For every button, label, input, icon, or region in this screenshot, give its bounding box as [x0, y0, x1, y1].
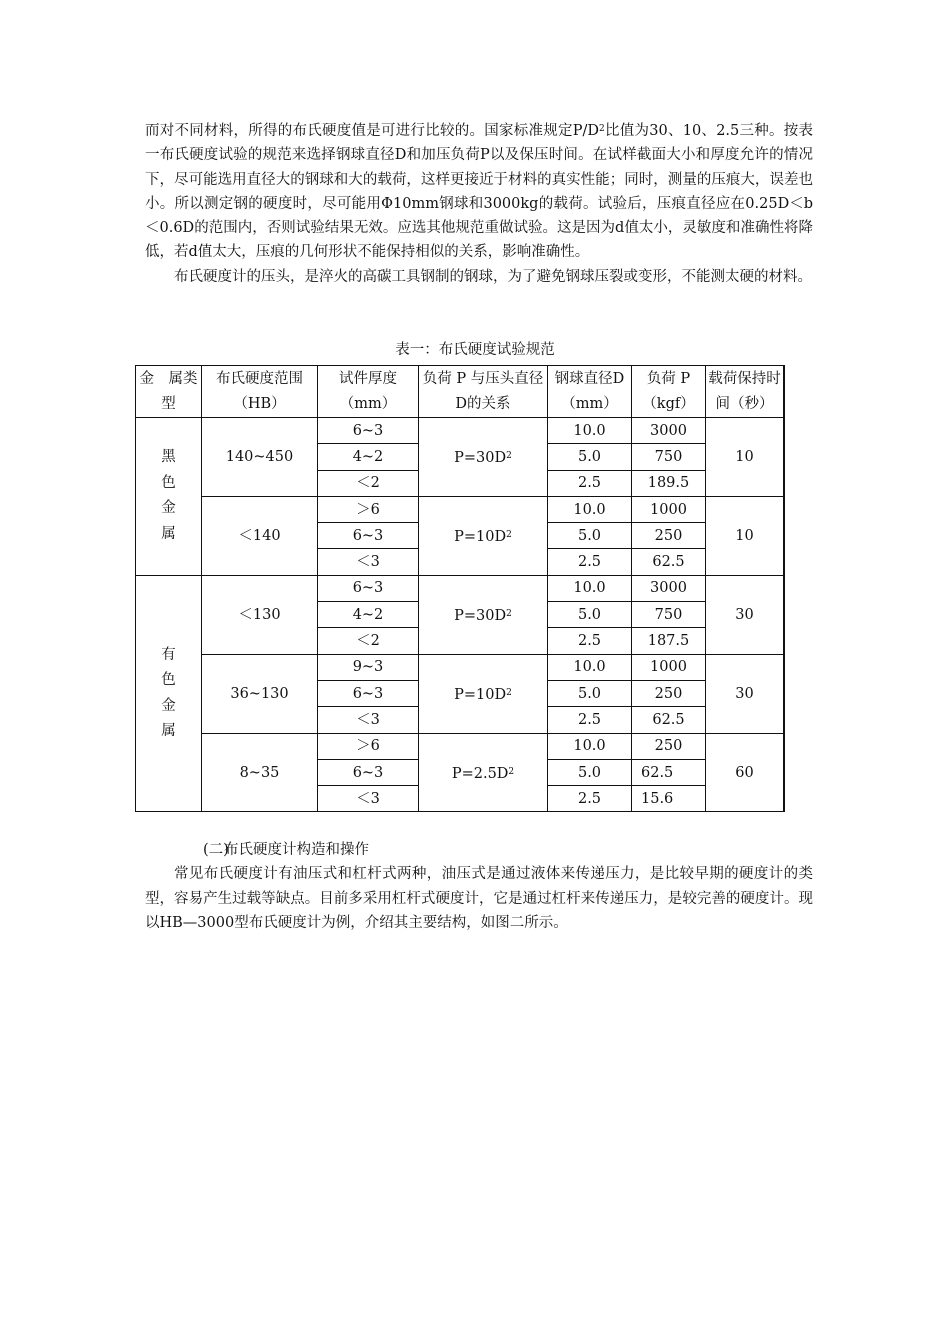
load-relation-cell — [419, 654, 548, 733]
header-thickness: 试件厚度（mm） — [318, 366, 419, 418]
load-relation-text: P=10D — [454, 528, 507, 545]
table-row — [136, 418, 784, 444]
intro-paragraph-2: 布氏硬度计的压头，是淬火的高碳工具钢制的钢球，为了避免钢球压裂或变形，不能测太硬的材料。 — [174, 268, 812, 285]
load-relation-text: P=2.5D — [451, 765, 509, 782]
ball-diameter-cell: 2.5 — [548, 707, 632, 733]
thickness-cell: 9~3 — [318, 654, 419, 680]
hardness-spec-table — [135, 365, 784, 812]
header-ball-diameter: 钢球直径D（mm） — [548, 366, 632, 418]
load-cell: 250 — [632, 733, 706, 759]
ball-diameter-cell: 5.0 — [548, 602, 632, 628]
hold-time-cell: 30 — [706, 654, 784, 733]
load-cell: 187.5 — [632, 628, 706, 654]
header-hb-range: 布氏硬度范围（HB） — [202, 366, 318, 418]
load-cell: 62.5 — [632, 707, 706, 733]
ball-diameter-cell: 5.0 — [548, 444, 632, 470]
superscript: 2 — [506, 687, 512, 698]
load-cell: 62.5 — [632, 549, 706, 575]
ball-diameter-cell: 10.0 — [548, 575, 632, 601]
metal-type-label: 黑色金属 — [161, 449, 176, 542]
hb-range-cell: 8~35 — [202, 733, 318, 812]
superscript: 2 — [599, 124, 605, 134]
table-row — [136, 654, 784, 680]
table-body — [136, 366, 784, 812]
superscript: 2 — [508, 766, 515, 777]
thickness-cell: ＜3 — [318, 707, 419, 733]
ball-diameter-cell: 5.0 — [548, 759, 632, 785]
table-row — [136, 496, 784, 522]
intro-p1-text: 而对不同材料，所得的布氏硬度值是可进行比较的。国家标准规定P/D — [145, 123, 600, 139]
load-cell: 1000 — [632, 654, 706, 680]
thickness-cell: ＞6 — [318, 733, 419, 759]
hb-range-cell: 36~130 — [202, 654, 318, 733]
thickness-cell: 6~3 — [318, 418, 419, 444]
ball-diameter-cell: 5.0 — [548, 680, 632, 706]
superscript: 2 — [506, 450, 512, 461]
ball-diameter-cell: 2.5 — [548, 549, 632, 575]
thickness-cell: 4~2 — [318, 602, 419, 628]
section-heading — [145, 838, 813, 862]
thickness-cell: 6~3 — [318, 680, 419, 706]
ball-diameter-cell: 2.5 — [548, 470, 632, 496]
header-hold-time: 载荷保持时间（秒） — [706, 366, 784, 418]
metal-type-cell — [136, 575, 202, 812]
thickness-cell: 6~3 — [318, 523, 419, 549]
load-cell: 3000 — [632, 575, 706, 601]
ball-diameter-cell: 10.0 — [548, 496, 632, 522]
load-cell: 1000 — [632, 496, 706, 522]
load-relation-text: P=30D — [454, 449, 507, 466]
ball-diameter-cell: 10.0 — [548, 733, 632, 759]
hold-time-cell: 10 — [706, 418, 784, 497]
load-relation-cell — [419, 733, 548, 812]
intro-paragraph-1 — [145, 117, 813, 265]
hb-range-cell: ＜130 — [202, 575, 318, 654]
superscript: 2 — [506, 608, 512, 619]
hold-time-cell: 30 — [706, 575, 784, 654]
load-cell: 3000 — [632, 418, 706, 444]
load-relation-text: P=30D — [454, 607, 507, 624]
load-cell: 15.6 — [632, 786, 706, 812]
section-paragraph: 常见布氏硬度计有油压式和杠杆式两种，油压式是通过液体来传递压力，是比较早期的硬度计的类型，容易产生过载等缺点。目前多采用杠杆式硬度计，它是通过杠杆来传递压力，是较完善的硬度计。现以HB—3000型布氏硬度计为例，介绍其主要结构，如图二所示。 — [145, 866, 813, 931]
load-relation-cell — [419, 575, 548, 654]
load-relation-cell — [419, 496, 548, 575]
header-load: 负荷 P（kgf） — [632, 366, 706, 418]
load-cell: 250 — [632, 523, 706, 549]
section-number: (二) — [203, 842, 229, 858]
load-cell: 750 — [632, 444, 706, 470]
ball-diameter-cell: 2.5 — [548, 786, 632, 812]
superscript: 2 — [506, 529, 512, 540]
load-relation-text: P=10D — [454, 686, 507, 703]
thickness-cell: 4~2 — [318, 444, 419, 470]
intro-text — [145, 117, 813, 289]
thickness-cell: ＜2 — [318, 628, 419, 654]
hold-time-cell: 10 — [706, 496, 784, 575]
section-title: 布氏硬度计构造和操作 — [224, 842, 369, 858]
load-cell: 750 — [632, 602, 706, 628]
table-edge-line — [784, 365, 785, 812]
thickness-cell: ＜3 — [318, 786, 419, 812]
load-cell: 250 — [632, 680, 706, 706]
thickness-cell: ＜3 — [318, 549, 419, 575]
ball-diameter-cell: 10.0 — [548, 654, 632, 680]
hb-range-cell: 140~450 — [202, 418, 318, 497]
load-cell: 62.5 — [632, 759, 706, 785]
table-row — [136, 575, 784, 601]
table-row — [136, 733, 784, 759]
header-row — [136, 366, 784, 418]
thickness-cell: ＞6 — [318, 496, 419, 522]
metal-type-label: 有色金属 — [161, 646, 176, 740]
header-metal-type: 金 属类 型 — [136, 366, 202, 418]
load-relation-cell — [419, 418, 548, 497]
ball-diameter-cell: 5.0 — [548, 523, 632, 549]
thickness-cell: ＜2 — [318, 470, 419, 496]
metal-type-cell — [136, 418, 202, 576]
table-caption: 表一：布氏硬度试验规范 — [395, 342, 555, 358]
header-load-relation: 负荷 P 与压头直径D的关系 — [419, 366, 548, 418]
intro-p1-rest-text: 比值为30、10、2.5三种。按表一布氏硬度试验的规范来选择钢球直径D和加压负荷P以及保压时间。在试样截面大小和厚度允许的情况下，尽可能选用直径大的钢球和大的载荷，这样更接近于材料的真实性能；同时，测量的压痕大，误差也小。所以测定钢的硬度时，尽可能用Φ10mm钢球和3000kg的载荷。试验后，压痕直径应在0.25D＜b＜0.6D的范围内，否则试验结果无效。应选其他规范重做试验。这是因为d值太小，灵敏度和准确性将降低，若d值太大，压痕的几何形状不能保持相似的关系，影响准确性。 — [145, 123, 814, 261]
hb-range-cell: ＜140 — [202, 496, 318, 575]
section-text — [145, 838, 813, 935]
hold-time-cell: 60 — [706, 733, 784, 812]
load-cell: 189.5 — [632, 470, 706, 496]
ball-diameter-cell: 10.0 — [548, 418, 632, 444]
ball-diameter-cell: 2.5 — [548, 628, 632, 654]
thickness-cell: 6~3 — [318, 759, 419, 785]
thickness-cell: 6~3 — [318, 575, 419, 601]
